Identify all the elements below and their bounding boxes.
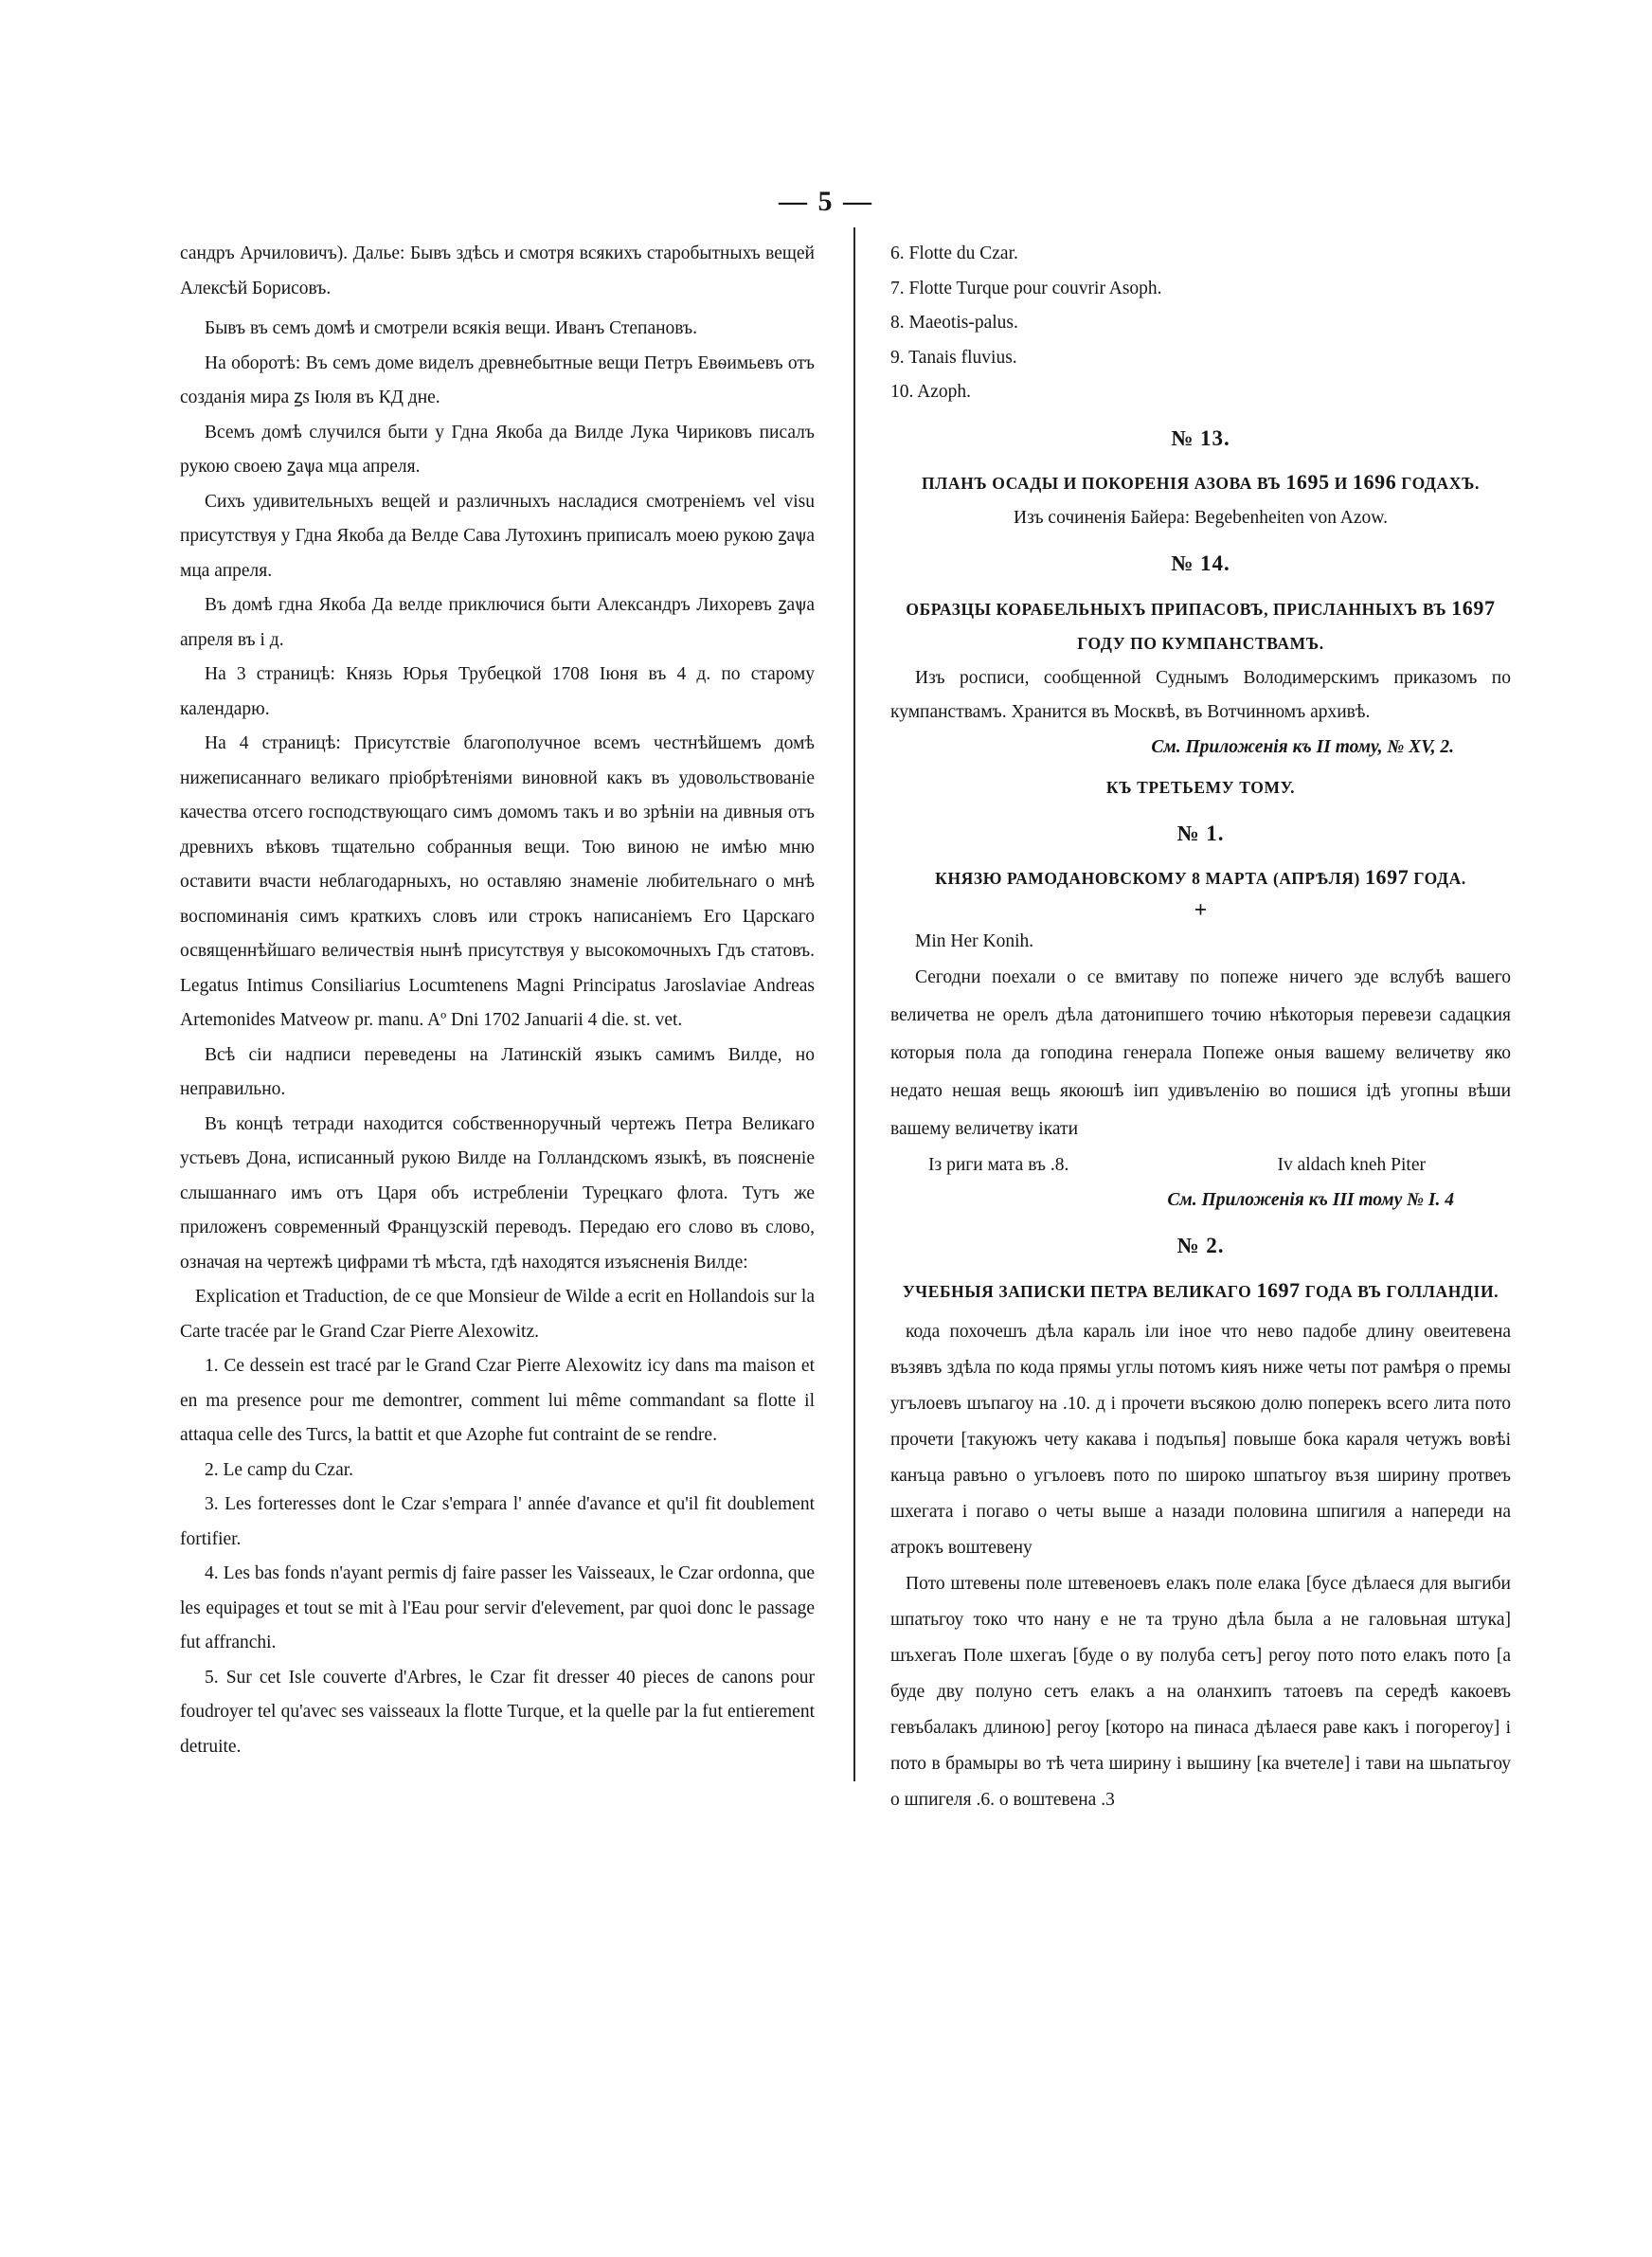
paragraph: Explication et Traduction, de ce que Monsieur de Wilde a ecrit en Hollandois sur la Carte tracée par le Grand Czar Pierre Alexowitz. [180,1287,815,1342]
paragraph: На 3 страницѣ: Князь Юрья Трубецкой 1708 Іюня въ 4 д. по старому календарю. [180,664,815,719]
column-divider [853,227,855,1781]
page-number: — 5 — [779,186,873,217]
paragraph: Всѣ сіи надписи переведены на Латинскій языкъ самимъ Вилде, но неправильно. [180,1044,815,1099]
letter-body: Сегодни поехали о се вмитаву по попеже ничего эде вслубѣ вашего величетва не орелъ дѣла датонипшего точию нѣкоторыя перевези садацкия которыя пола да гоподина генерала Попеже оныя вашему величетву яко недато нешая вещь якоюшѣ іип удивъленію во пошися ідѣ угопны вѣши вашему величетву iкати [890,967,1511,1139]
list-item: 7. Flotte Turque pour couvrir Asoph. [890,278,1162,298]
volume-heading: КЪ ТРЕТЬЕМУ ТОМУ. [1105,778,1296,797]
list-item: 10. Azoph. [890,382,972,402]
letter-signature [890,1148,1511,1183]
section-number: № 2. [1176,1234,1225,1257]
paragraph: На оборотѣ: Въ семъ доме виделъ древнебытные вещи Петръ Евѳимьевъ отъ созданія мира ꙁѕ Іюля въ КД дне. [180,352,815,407]
paragraph: 4. Les bas fonds n'ayant permis dj faire passer les Vaisseaux, le Czar ordonna, que les equipages et tout se mit à l'Eau pour servir d'elevement, par quoi donc le passage fut affranchi. [180,1563,815,1652]
list-item: 9. Tanais fluvius. [890,347,1017,368]
section-number: № 13. [1171,425,1230,450]
paragraph: 1. Ce dessein est tracé par le Grand Czar Pierre Alexowitz icy dans ma maison et en ma presence pour me demontrer, comment lui même commandant sa flotte il attaqua celle des Turcs, la battit et que Azophe fut contraint de se rendre. [180,1356,815,1445]
list-item: 6. Flotte du Czar. [890,244,1018,263]
section-number: № 1. [1176,821,1225,845]
paragraph: 3. Les forteresses dont le Czar s'empara l' année d'avance et qu'il fit doublement fortifier. [180,1494,815,1549]
right-column [890,237,1511,1818]
paragraph: сандръ Арчиловичъ). Далье: Бывъ здѣсь и смотря всякихъ старобытныхъ вещей Алексѣй Борисовъ. [180,244,815,298]
signature-place-date: Iз риги мата въ .8. [928,1155,1069,1175]
paragraph: Пото штевены поле штевеноевъ елакъ поле елака [бусе дѣлаеся для выгиби шпатьгоу токо что нану е не та труно дѣла была а не галовьная штука] шъхегаъ Поле шхегаъ [буде о ву полуба сетъ] регоу пото пото елакъ пото [а буде дву полуно сетъ елакъ а на оланхипъ татоевъ па середѣ какоевъ гевъбалакъ длиною] регоу [которо на пинаса дѣлаеся раве какъ i погорегоу] i пото в брамыры во тѣ чета ширину i вышину [ка вчетеле] i тави на шьпатьгоу о шпигеля .6. о воштевена .3 [890,1574,1511,1810]
paragraph: На 4 страницѣ: Присутствіе благополучное всемъ честнѣйшемъ домѣ нижеписаннаго великаго пріобрѣтеніями виновной какъ въ удовольствованіе качества отсего господствующаго симъ домомъ такъ и во зрѣніи на дивныя отъ древнихъ вѣковъ тщательно собранныя вещи. Тою виною не имѣю мню оставити вчасти неблагодарныхъ, но оставляю знаменіе любительнаго о мнѣ воспоминанія симъ краткихъ словъ или строкъ написаніемъ Его Царскаго освященнѣйшаго величествія нынѣ присутствуя у высокомочныхъ Гдъ статовъ. Legatus Intimus Consiliarius Locumtenens Magni Principatus Jaroslaviae Andreas Artemonides Matveow pr. manu. Aº Dni 1702 Januarii 4 die. st. vet. [180,733,815,1030]
left-column [180,237,815,1764]
paragraph: Въ концѣ тетради находится собственноручный чертежъ Петра Великаго устьевъ Дона, исписанный рукою Вилде на Голландскомъ языкѣ, въ поясненіе слышаннаго имъ отъ Царя объ истребленіи Турецкаго флота. Тутъ же приложенъ современный Французскій переводъ. Передаю его слово въ слово, означая на чертежѣ цифрами тѣ мѣста, гдѣ находятся изъясненія Вилде: [180,1113,815,1273]
paragraph: 5. Sur cet Isle couverte d'Arbres, le Czar fit dresser 40 pieces de canons pour foudroyer tel qu'avec ses vaisseaux la flotte Turque, et la quelle par la fut entierement detruite. [180,1667,815,1757]
signature-name: Iv aldach kneh Piter [1277,1155,1426,1175]
section-number: № 14. [1171,551,1230,575]
paragraph: кода похочешъ дѣла караль iли iное что нево падобе длину овеитевена възявъ здѣла по кода прямы углы потомъ кияъ ниже четы пот рамѣря о премы угълоевъ шъпагоу на .10. д i прочети въсякою долю поперекъ всего лита пото прочети [такуюжъ чету какава i подъпья] повыше бока караля четужъ вовѣi канъца равъно о угълоевъ пото по широко шпатьгоу възя ширину протвеъ шхегата i погаво о четы выше а назади половина шпигиля а напереди на атрокъ воштевену [890,1322,1511,1558]
appendix-reference: См. Приложенія къ III тому № I. 4 [1167,1189,1454,1210]
section-heading: КНЯЗЮ РАМОДАНОВСКОМУ 8 МАРТА (АПРѢЛЯ) 1697 ГОДА. [935,865,1466,889]
appendix-reference: См. Приложенія къ II тому, № XV, 2. [1151,736,1454,757]
list-item: 8. Maeotis-palus. [890,313,1018,333]
paragraph: Изъ росписи, сообщенной Суднымъ Володимерскимъ приказомъ по кумпанствамъ. Хранится въ Москвѣ, въ Вотчинномъ архивѣ. [890,667,1511,722]
section-heading: УЧЕБНЫЯ ЗАПИСКИ ПЕТРА ВЕЛИКАГО 1697 ГОДА ВЪ ГОЛЛАНДІИ. [902,1277,1499,1302]
paragraph: Бывъ въ семъ домѣ и смотрели всякія вещи. Иванъ Степановъ. [205,318,697,338]
paragraph: Въ домѣ гдна Якоба Да велде приключися быти Александръ Лихоревъ ꙁаѱа апреля въ і д. [180,595,815,650]
cross-mark: + [1194,897,1208,923]
source-note: Изъ сочиненія Байера: Begebenheiten von Azow. [1014,507,1388,528]
paragraph: 2. Le camp du Czar. [205,1459,354,1480]
paragraph: Всемъ домѣ случился быти у Гдна Якоба да Вилде Лука Чириковъ писалъ рукою своею ꙁаѱа мца апреля. [180,422,815,477]
letter-greeting: Min Her Konih. [915,930,1034,951]
section-heading: ПЛАНЪ ОСАДЫ И ПОКОРЕНІЯ АЗОВА ВЪ 1695 И 1696 ГОДАХЪ. [922,470,1480,494]
paragraph: Сихъ удивительныхъ вещей и различныхъ насладися смотреніемъ vel visu присутствуя у Гдна Якоба да Велде Сава Лутохинъ приписалъ моею рукою ꙁаѱа мца апреля. [180,491,815,581]
section-heading: ОБРАЗЦЫ КОРАБЕЛЬНЫХЪ ПРИПАСОВЪ, ПРИСЛАННЫХЪ ВЪ 1697 ГОДУ ПО КУМПАНСТВАМЪ. [906,595,1496,653]
